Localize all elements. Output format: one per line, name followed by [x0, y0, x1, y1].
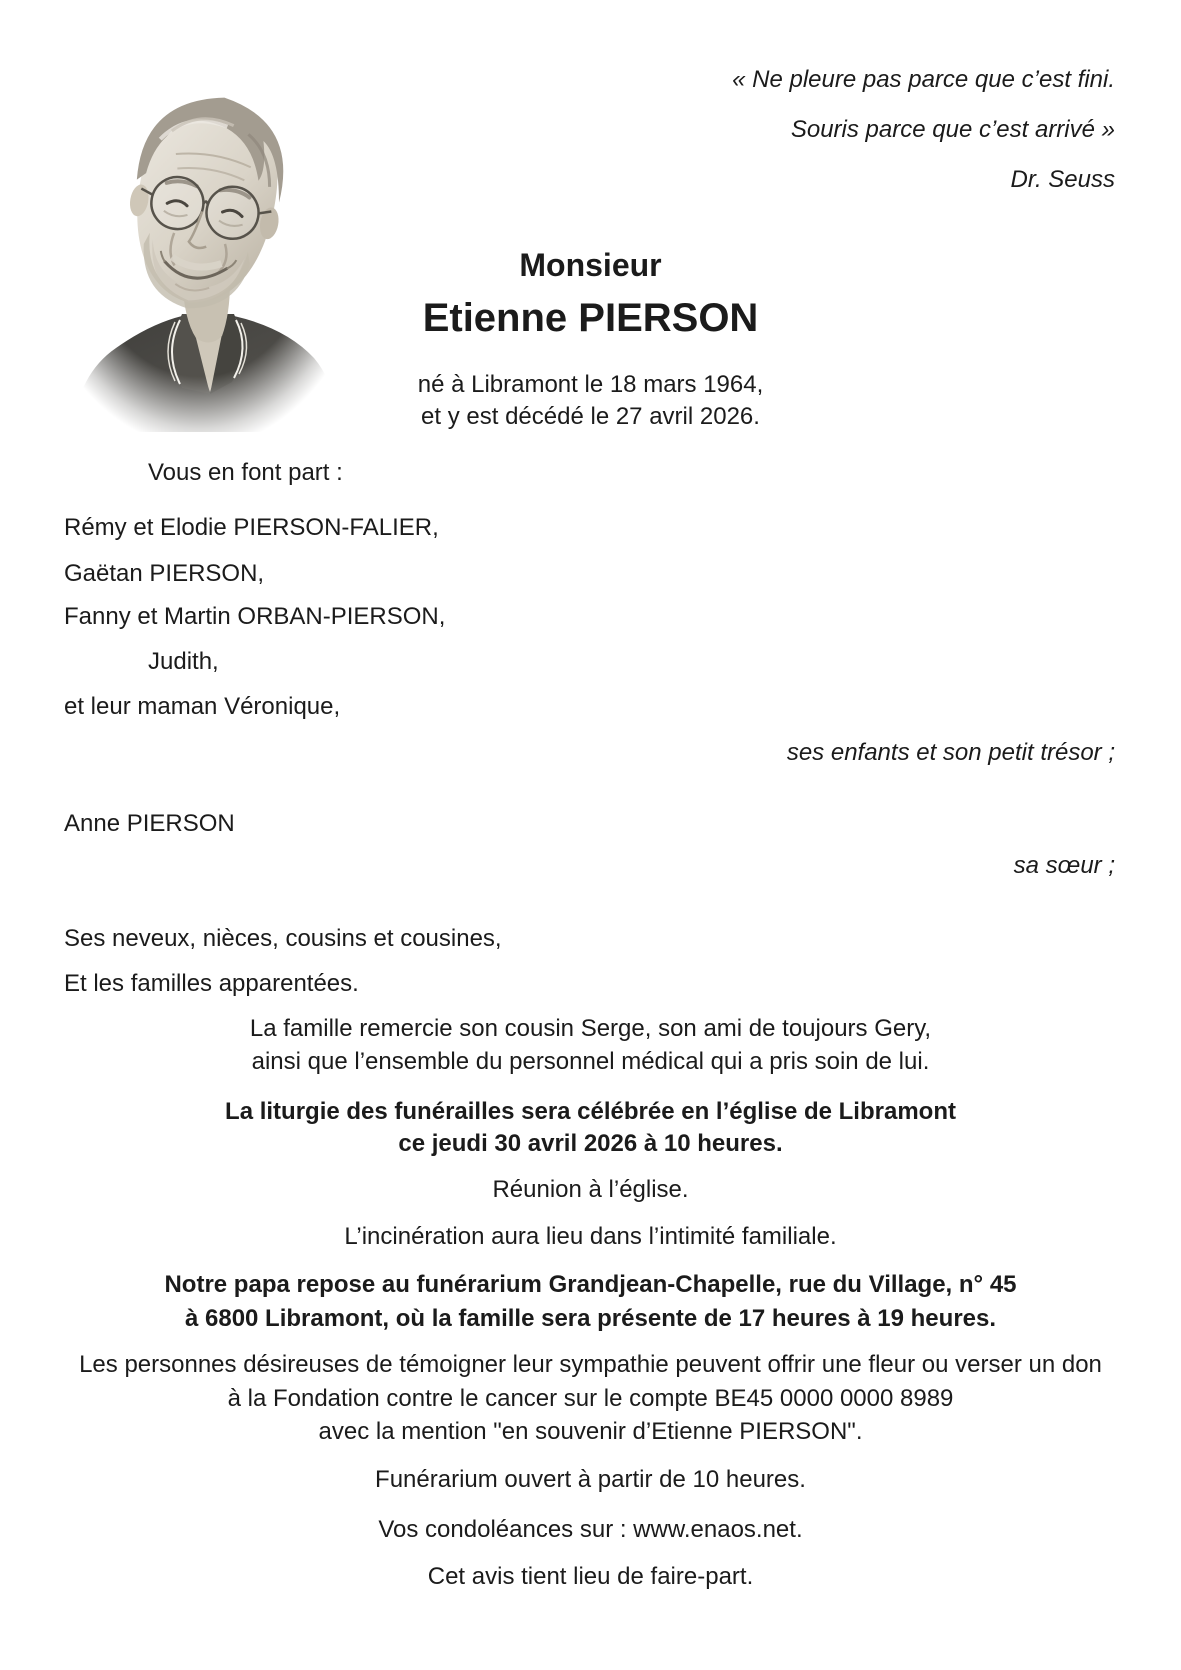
quote-line-2: Souris parce que c’est arrivé » [790, 116, 1115, 143]
funerarium-line-1: Notre papa repose au funérarium Grandjean-Chapelle, rue du Village, n° 45 [164, 1271, 1017, 1298]
deceased-title: Monsieur [519, 247, 662, 283]
funerarium-hours-line: Funérarium ouvert à partir de 10 heures. [375, 1466, 806, 1493]
relatives-line: Ses neveux, nièces, cousins et cousines, [64, 925, 502, 952]
deceased-death-line: et y est décédé le 27 avril 2026. [421, 403, 760, 430]
cremation-line: L’incinération aura lieu dans l’intimité familiale. [344, 1223, 837, 1250]
thanks-line-2: ainsi que l’ensemble du personnel médical qui a pris soin de lui. [251, 1048, 930, 1075]
quote-attribution: Dr. Seuss [1010, 166, 1115, 193]
donation-line-3: avec la mention "en souvenir d’Etienne PIERSON". [318, 1418, 863, 1445]
condolences-line: Vos condoléances sur : www.enaos.net. [378, 1516, 803, 1543]
relatives-line: Et les familles apparentées. [64, 970, 359, 997]
deceased-birth-line: né à Libramont le 18 mars 1964, [417, 371, 764, 398]
donation-line-2: à la Fondation contre le cancer sur le compte BE45 0000 0000 8989 [227, 1385, 954, 1412]
meeting-line: Réunion à l’église. [492, 1176, 689, 1203]
donation-line-1: Les personnes désireuses de témoigner leur sympathie peuvent offrir une fleur ou verser un don [79, 1351, 1102, 1378]
thanks-line-1: La famille remercie son cousin Serge, son ami de toujours Gery, [249, 1015, 932, 1042]
family-member: et leur maman Véronique, [64, 693, 341, 720]
deceased-name: Etienne PIERSON [422, 296, 759, 340]
quote-line-1: « Ne pleure pas parce que c’est fini. [732, 66, 1115, 93]
sister-caption: sa sœur ; [1013, 852, 1115, 879]
family-member: Gaëtan PIERSON, [64, 560, 265, 587]
liturgy-line-2: ce jeudi 30 avril 2026 à 10 heures. [398, 1130, 783, 1157]
family-member: Fanny et Martin ORBAN-PIERSON, [64, 603, 446, 630]
sister-name: Anne PIERSON [64, 810, 235, 837]
family-member: Judith, [148, 648, 219, 675]
announcement-intro: Vous en font part : [148, 459, 343, 486]
children-caption: ses enfants et son petit trésor ; [786, 739, 1115, 766]
family-member: Rémy et Elodie PIERSON-FALIER, [64, 514, 439, 541]
liturgy-line-1: La liturgie des funérailles sera célébrée en l’église de Libramont [225, 1098, 956, 1125]
funerarium-line-2: à 6800 Libramont, où la famille sera présente de 17 heures à 19 heures. [184, 1305, 997, 1332]
notice-line: Cet avis tient lieu de faire-part. [427, 1563, 754, 1590]
